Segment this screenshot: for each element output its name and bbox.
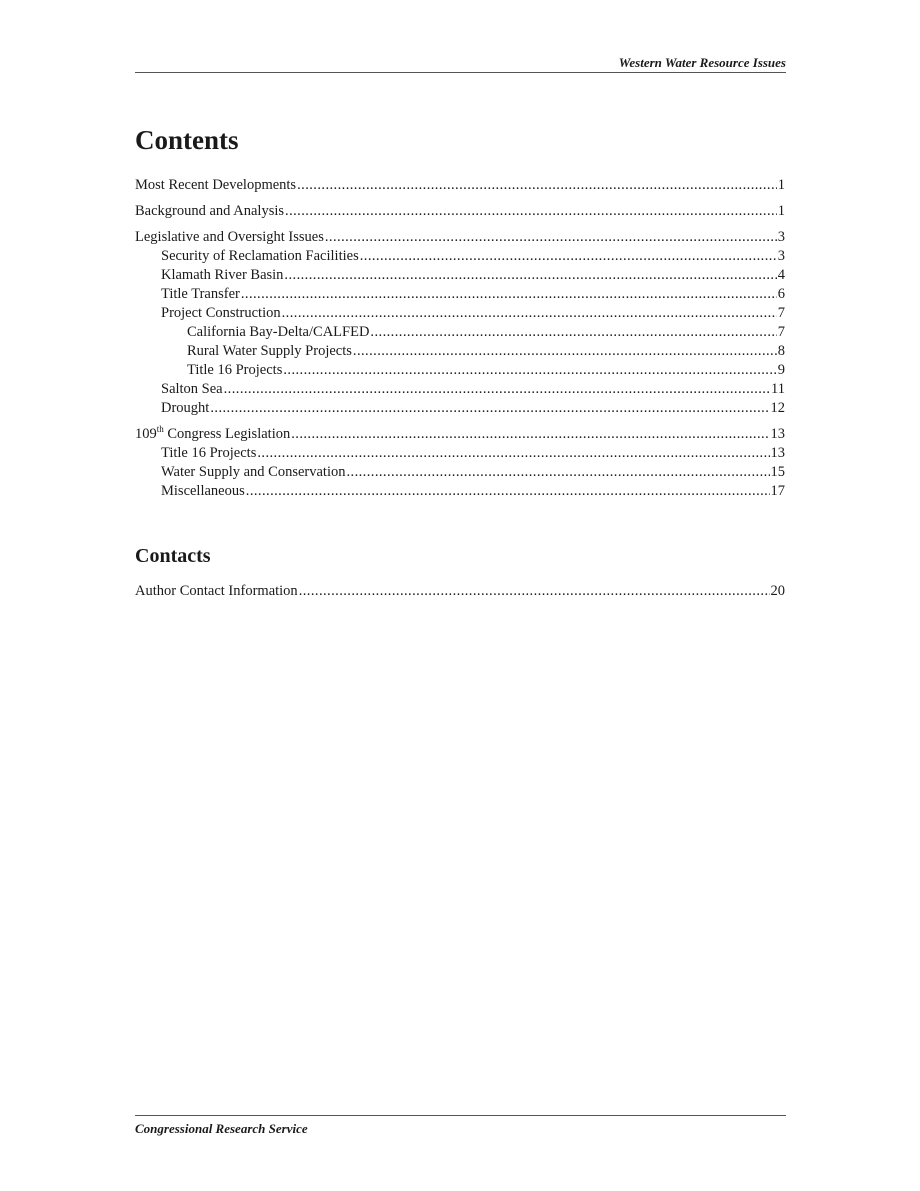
toc-entry-page: 12 [770, 400, 785, 416]
toc-entry-author-contact-information[interactable] [135, 582, 785, 601]
toc-entry-page: 1 [777, 177, 785, 193]
toc-entry-page: 15 [770, 464, 785, 480]
toc-entry-label: Legislative and Oversight Issues [135, 229, 324, 245]
toc-entry-miscellaneous[interactable] [135, 482, 785, 501]
dot-leader [210, 399, 769, 418]
contacts-title: Contacts [135, 545, 211, 567]
toc-entry-page: 17 [770, 483, 785, 499]
toc-entry-drought[interactable] [135, 399, 785, 418]
toc-entry-label: Rural Water Supply Projects [187, 343, 352, 359]
toc-entry-title-16-projects[interactable] [135, 361, 785, 380]
dot-leader [285, 202, 777, 221]
toc-entry-page: 6 [777, 286, 785, 302]
toc-entry-label-rest: Congress Legislation [163, 426, 291, 442]
running-footer: Congressional Research Service [135, 1115, 786, 1138]
dot-leader [291, 425, 769, 444]
toc-entry-page: 8 [777, 343, 785, 359]
toc-entry-label: Drought [161, 400, 210, 416]
toc-entry-page: 11 [771, 381, 785, 397]
toc-entry-label: Title 16 Projects [161, 445, 257, 461]
table-of-contents [135, 176, 785, 501]
dot-leader [370, 323, 776, 342]
toc-entry-security-of-reclamation-facilities[interactable] [135, 247, 785, 266]
toc-entry-legislative-and-oversight-issues[interactable] [135, 228, 785, 247]
toc-entry-label: Security of Reclamation Facilities [161, 248, 359, 264]
dot-leader [299, 582, 770, 601]
running-header: Western Water Resource Issues [135, 54, 786, 73]
dot-leader [224, 380, 770, 399]
toc-entry-rural-water-supply-projects[interactable] [135, 342, 785, 361]
toc-entry-title-16-projects-legislation[interactable] [135, 444, 785, 463]
toc-entry-109th-congress-legislation[interactable] [135, 425, 785, 444]
toc-entry-label: Water Supply and Conservation [161, 464, 346, 480]
toc-entry-page: 3 [777, 248, 785, 264]
toc-entry-label: Title Transfer [161, 286, 240, 302]
toc-entry-label-ordinal: th [156, 424, 164, 435]
toc-entry-page: 7 [777, 305, 785, 321]
toc-entry-label: Title 16 Projects [187, 362, 283, 378]
toc-entry-label: Background and Analysis [135, 203, 285, 219]
toc-entry-water-supply-and-conservation[interactable] [135, 463, 785, 482]
toc-entry-label: Project Construction [161, 305, 281, 321]
toc-entry-label: Salton Sea [161, 381, 223, 397]
toc-entry-label: Klamath River Basin [161, 267, 284, 283]
toc-entry-page: 7 [777, 324, 785, 340]
toc-entry-page: 13 [770, 445, 785, 461]
toc-entry-page: 13 [770, 426, 785, 442]
dot-leader [282, 304, 777, 323]
toc-entry-label: California Bay-Delta/CALFED [187, 324, 370, 340]
dot-leader [360, 247, 777, 266]
toc-entry-most-recent-developments[interactable] [135, 176, 785, 195]
toc-entry-label: Author Contact Information [135, 583, 298, 599]
toc-entry-label-prefix: 109 [135, 426, 157, 442]
toc-entry-page: 20 [770, 583, 785, 599]
toc-entry-label: Miscellaneous [161, 483, 245, 499]
dot-leader [325, 228, 777, 247]
dot-leader [353, 342, 777, 361]
dot-leader [257, 444, 769, 463]
dot-leader [284, 266, 776, 285]
toc-entry-page: 3 [777, 229, 785, 245]
toc-entry-title-transfer[interactable] [135, 285, 785, 304]
dot-leader [297, 176, 777, 195]
contacts-list [135, 582, 785, 601]
contents-title: Contents [135, 125, 239, 155]
toc-entry-california-bay-delta-calfed[interactable] [135, 323, 785, 342]
toc-entry-page: 1 [777, 203, 785, 219]
toc-entry-label: Most Recent Developments [135, 177, 297, 193]
toc-entry-background-and-analysis[interactable] [135, 202, 785, 221]
toc-entry-page: 9 [777, 362, 785, 378]
dot-leader [246, 482, 770, 501]
toc-entry-label [135, 425, 290, 444]
toc-entry-project-construction[interactable] [135, 304, 785, 323]
dot-leader [283, 361, 776, 380]
toc-entry-salton-sea[interactable] [135, 380, 785, 399]
dot-leader [241, 285, 777, 304]
toc-entry-klamath-river-basin[interactable] [135, 266, 785, 285]
dot-leader [346, 463, 769, 482]
toc-entry-page: 4 [777, 267, 785, 283]
